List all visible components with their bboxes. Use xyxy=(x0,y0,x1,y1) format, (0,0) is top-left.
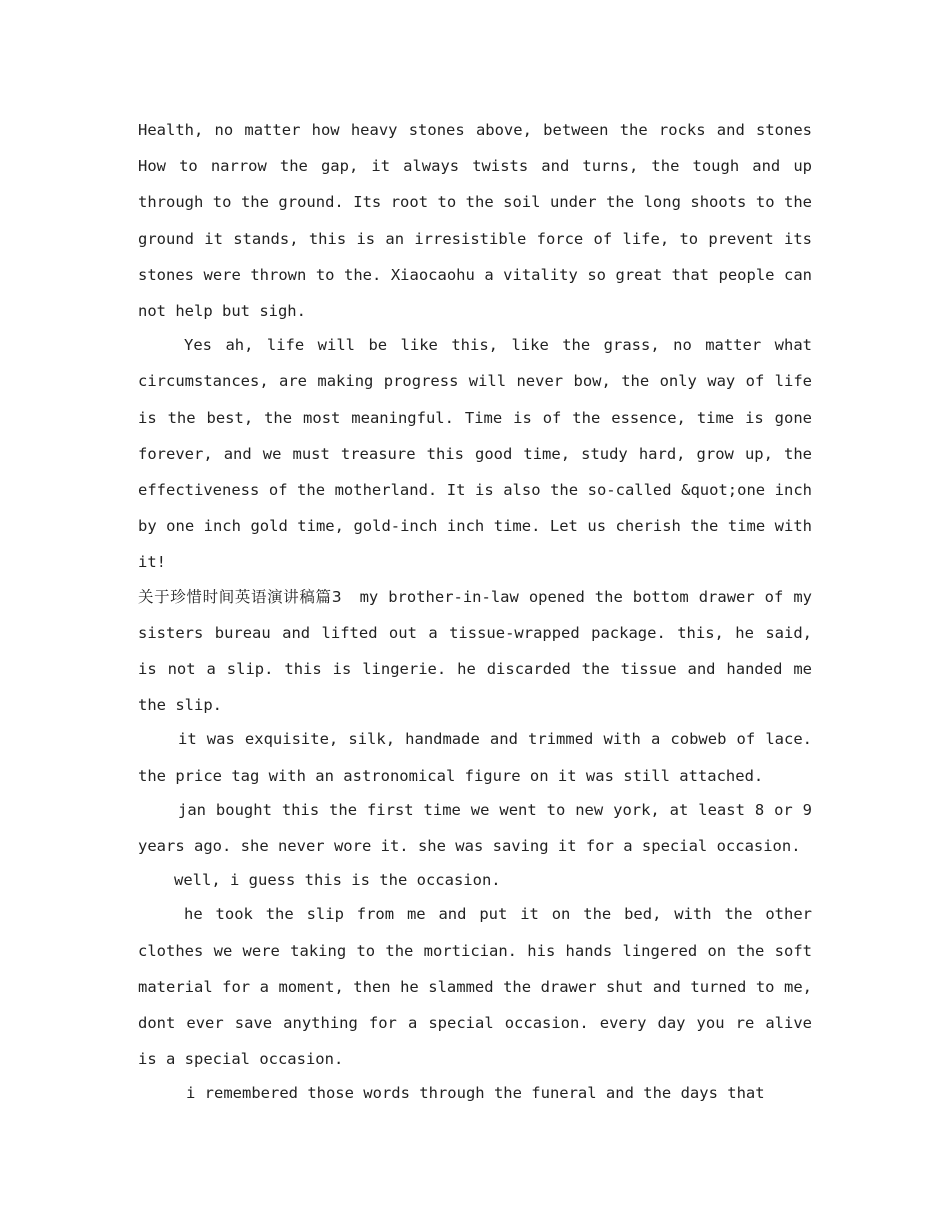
paragraph-1: Health, no matter how heavy stones above, between the rocks and stones How to narrow the gap, it always twists and turns, the tough and up through to the ground. Its root to the soil under the long shoots to the ground it stands, this is an irresistible force of life, to prevent its stones were thrown to the. Xiaocaohu a vitality so great that people can not help but sigh. xyxy=(138,121,812,321)
paragraph-5: jan bought this the first time we went to new york, at least 8 or 9 years ago. she never wore it. she was saving it for a special occasion. xyxy=(138,800,812,856)
paragraph-7: he took the slip from me and put it on the bed, with the other clothes we were taking to the mortician. his hands lingered on the soft material for a moment, then he slammed the drawer shut and turned to me, dont ever save anything for a special occasion. every day you re alive is a special occasion. xyxy=(138,905,812,1069)
paragraph-6: well, i guess this is the occasion. xyxy=(174,871,501,890)
paragraph-4: it was exquisite, silk, handmade and trimmed with a cobweb of lace. the price tag with an astronomical figure on it was still attached. xyxy=(138,730,812,785)
section-heading: 关于珍惜时间英语演讲稿篇3 xyxy=(138,587,342,606)
document-page xyxy=(138,112,812,1112)
paragraph-3 xyxy=(138,579,812,724)
paragraph-8: i remembered those words through the funeral and the days that xyxy=(186,1084,765,1103)
paragraph-2: Yes ah, life will be like this, like the grass, no matter what circumstances, are making progress will never bow, the only way of life is the best, the most meaningful. Time is of the essence, time is gone forever, and we must treasure this good time, study hard, grow up, the effectiveness of the motherland. It is also the so-called &quot;one inch by one inch gold time, gold-inch inch time. Let us cherish the time with it! xyxy=(138,336,812,572)
paragraph-3-text: my brother-in-law opened the bottom drawer of my sisters bureau and lifted out a tissue-wrapped package. this, he said, is not a slip. this is lingerie. he discarded the tissue and handed me the slip. xyxy=(138,587,812,715)
